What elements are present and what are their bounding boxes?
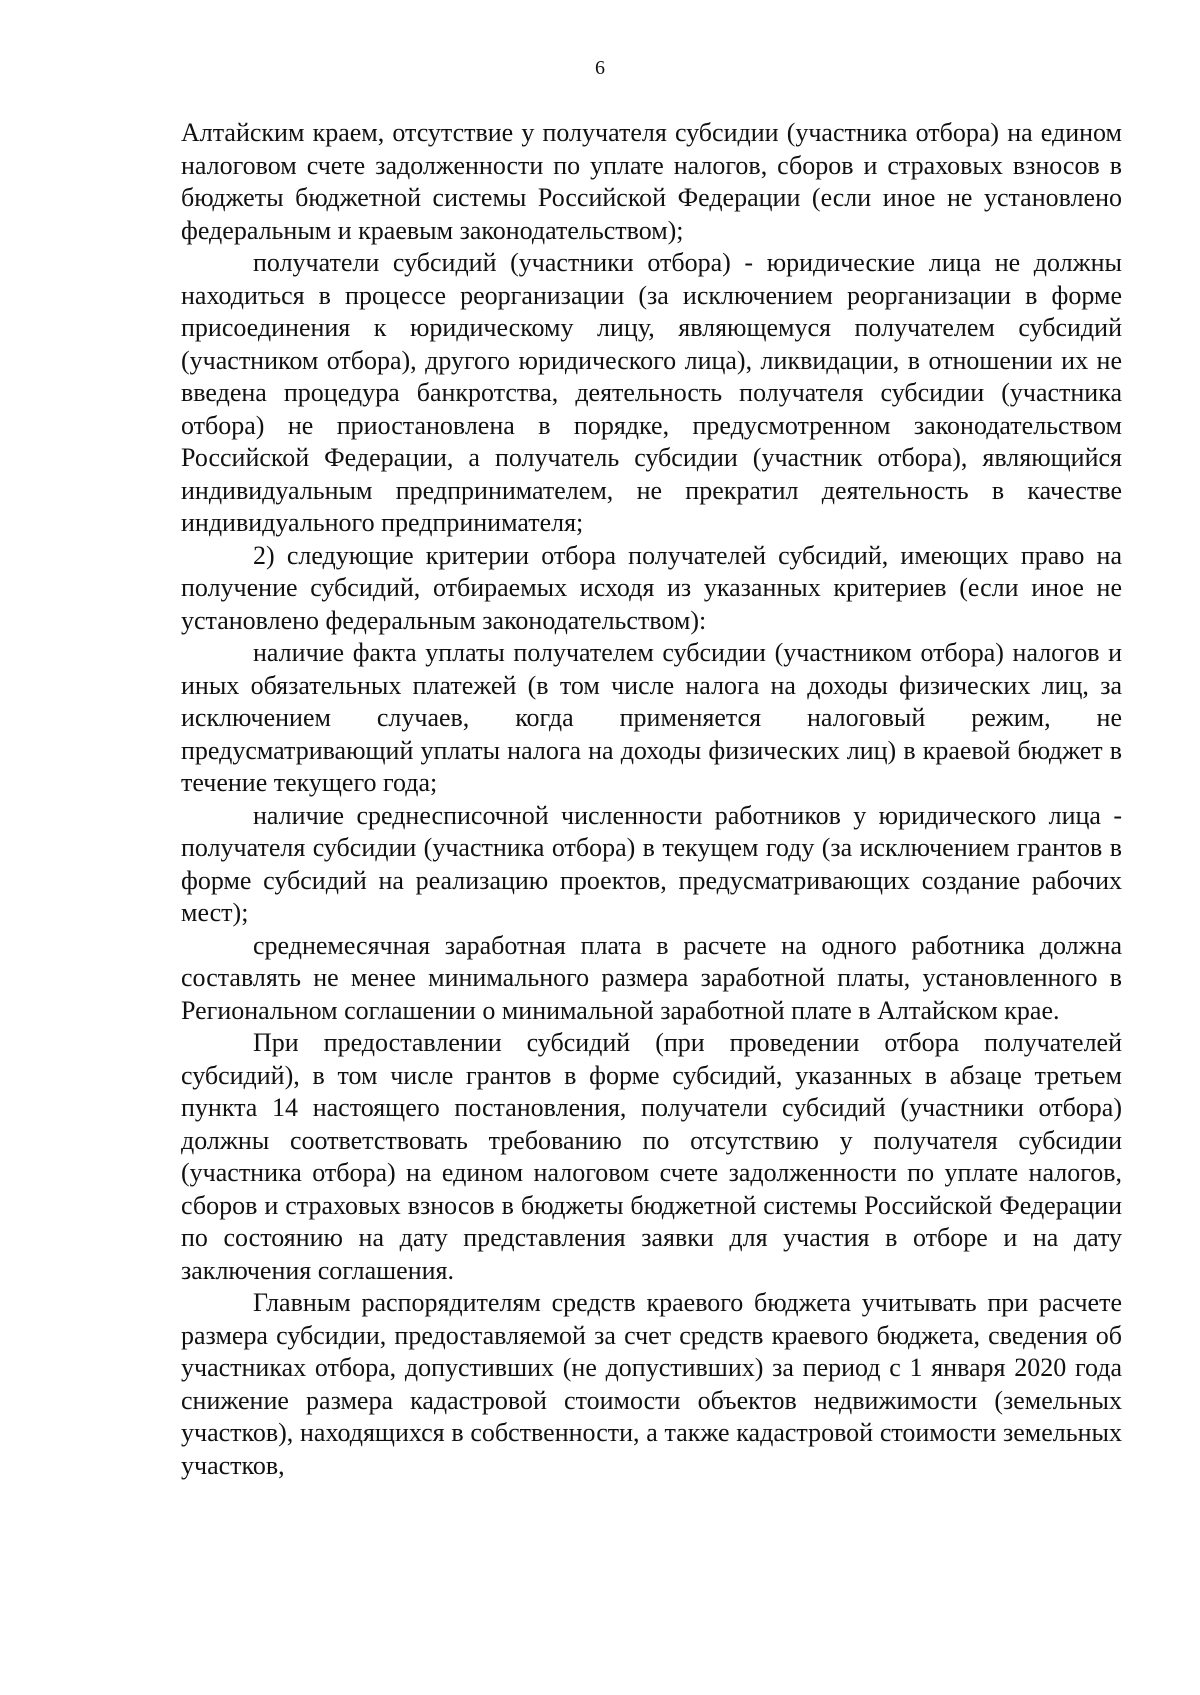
paragraph-cadastral-value: Главным распорядителям средств краевого бюджета учитывать при расчете размера субсидии, предоставляемой за счет средств краевого бюджета, сведения об участниках отбора, допустивших (не допустивших) за период с 1 января 2020 года снижение размера кадастровой стоимости объектов недвижимости (земельных участков), находящихся в собственности, а также кадастровой стоимости земельных участков, (181, 1288, 1122, 1480)
document-body (181, 117, 1122, 1482)
paragraph-employee-count-criterion: наличие среднесписочной численности работников у юридического лица - получателя субсидии (участника отбора) в текущем году (за исключением грантов в форме субсидий на реализацию проектов, предусматривающих создание рабочих мест); (181, 800, 1122, 927)
paragraph-tax-payment-criterion: наличие факта уплаты получателем субсидии (участником отбора) налогов и иных обязательных платежей (в том числе налога на доходы физических лиц, за исключением случаев, когда применяется налоговый режим, не предусматривающий уплаты налога на доходы физических лиц) в краевой бюджет в течение текущего года; (181, 638, 1122, 797)
paragraph-salary-criterion: среднемесячная заработная плата в расчете на одного работника должна составлять не менее минимального размера заработной платы, установленного в Региональном соглашении о минимальной заработной плате в Алтайском крае. (181, 930, 1122, 1025)
paragraph-continuation: Алтайским краем, отсутствие у получателя субсидии (участника отбора) на едином налоговом счете задолженности по уплате налогов, сборов и страховых взносов в бюджеты бюджетной системы Российской Федерации (если иное не установлено федеральным и краевым законодательством); (181, 118, 1122, 245)
paragraph-selection-criteria: 2) следующие критерии отбора получателей субсидий, имеющих право на получение субсидий, отбираемых исходя из указанных критериев (если иное не установлено федеральным законодательством): (181, 540, 1122, 635)
paragraph-tax-debt-requirement: При предоставлении субсидий (при проведении отбора получателей субсидий), в том числе грантов в форме субсидий, указанных в абзаце третьем пункта 14 настоящего постановления, получатели субсидий (участники отбора) должны соответствовать требованию по отсутствию у получателя субсидии (участника отбора) на едином налоговом счете задолженности по уплате налогов, сборов и страховых взносов в бюджеты бюджетной системы Российской Федерации по состоянию на дату представления заявки для участия в отборе и на дату заключения соглашения. (181, 1028, 1122, 1285)
paragraph-reorganization-requirement: получатели субсидий (участники отбора) - юридические лица не должны находиться в процессе реорганизации (за исключением реорганизации в форме присоединения к юридическому лицу, являющемуся получателем субсидий (участником отбора), другого юридического лица), ликвидации, в отношении их не введена процедура банкротства, деятельность получателя субсидии (участника отбора) не приостановлена в порядке, предусмотренном законодательством Российской Федерации, а получатель субсидии (участник отбора), являющийся индивидуальным предпринимателем, не прекратил деятельность в качестве индивидуального предпринимателя; (181, 248, 1122, 537)
page-number: 6 (595, 57, 605, 79)
